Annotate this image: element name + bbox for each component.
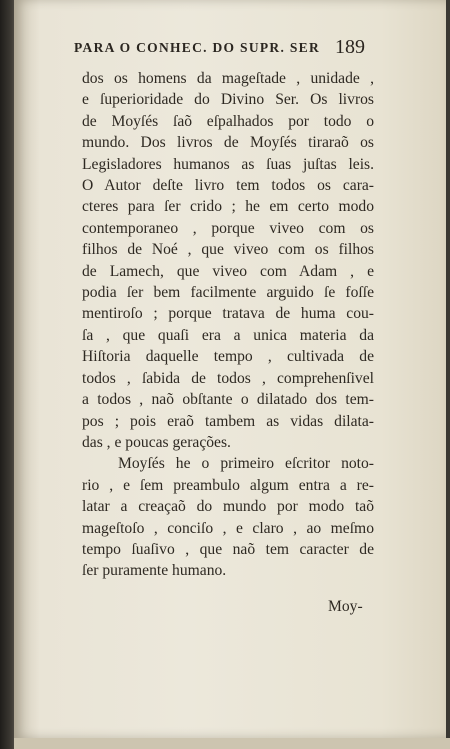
text-line: ſa , que quaſi era a unica materia da	[82, 326, 374, 344]
page-number: 189	[335, 36, 365, 58]
text-line: mentiroſo ; porque tratava de huma cou-	[82, 305, 374, 323]
text-line: cteres para ſer crido ; he em certo modo	[82, 198, 374, 216]
page-edge	[14, 738, 450, 749]
text-line: todos , ſabida de todos , comprehenſivel	[82, 369, 374, 387]
body-text	[82, 68, 374, 582]
text-line: contemporaneo , porque viveo com os	[82, 219, 374, 237]
text-line: das , e poucas gerações.	[82, 433, 231, 451]
text-line: mageſtoſo , conciſo , e claro , ao meſmo	[82, 519, 374, 537]
text-line: latar a creaçaõ do mundo por modo taõ	[82, 498, 374, 516]
text-line: O Autor deſte livro tem todos os cara-	[82, 177, 374, 195]
text-line: rio , e ſem preambulo algum entra a re-	[82, 476, 374, 494]
text-line: de Lamech, que viveo com Adam , e	[82, 262, 374, 280]
text-line: dos os homens da mageſtade , unidade ,	[82, 70, 374, 87]
running-head: PARA O CONHEC. DO SUPR. SER	[74, 40, 320, 55]
catchword: Moy-	[328, 598, 363, 615]
text-line: ſer puramente humano.	[82, 562, 227, 580]
text-line: e ſuperioridade do Divino Ser. Os livros	[82, 91, 374, 109]
text-line: Legisladores humanos as ſuas juſtas leis.	[82, 155, 374, 173]
text-line: Moyſés he o primeiro eſcritor noto-	[118, 455, 374, 473]
text-line: tempo ſuaſivo , que naõ tem caracter de	[82, 540, 374, 558]
text-line: pos ; pois eraõ tambem as vidas dilata-	[82, 412, 374, 430]
text-line: a todos , naõ obſtante o dilatado dos tem-	[82, 391, 374, 409]
text-line: de Moyſés ſaõ eſpalhados por todo o	[82, 112, 374, 130]
text-line: mundo. Dos livros de Moyſés tiraraõ os	[82, 134, 374, 152]
text-line: Hiſtoria daquelle tempo , cultivada de	[82, 348, 374, 366]
text-line: filhos de Noé , que viveo com os filhos	[82, 241, 374, 259]
text-line: podia ſer bem facilmente arguido ſe foſſe	[82, 284, 374, 302]
